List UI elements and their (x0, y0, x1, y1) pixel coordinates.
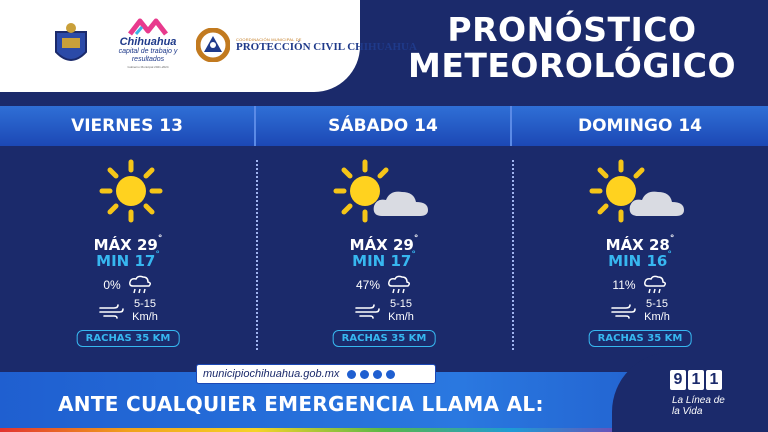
website-url[interactable]: municipiochihuahua.gob.mx (203, 368, 340, 380)
digit: 1 (688, 370, 704, 390)
gusts-badge: RACHAS 35 KM (333, 330, 436, 347)
digit: 1 (706, 370, 722, 390)
rain-probability (512, 275, 768, 295)
chihuahua-term: Gobierno Municipal 2021-2024 (127, 65, 169, 69)
slogan: La Línea de la Vida (672, 395, 725, 417)
wind-icon (354, 303, 380, 319)
emergency-number (670, 370, 724, 390)
wind-icon (98, 303, 124, 319)
min-temp: MIN 17° (352, 250, 416, 270)
rain-percent: 47% (355, 278, 381, 292)
social-icons (347, 370, 399, 379)
municipal-seal-icon (50, 22, 92, 70)
day-header-1: VIERNES 13 (71, 116, 183, 136)
day-header-3: DOMINGO 14 (577, 116, 702, 136)
rain-cloud-icon (127, 275, 153, 295)
rain-probability (0, 275, 256, 295)
wind (0, 298, 256, 324)
chihuahua-logo (108, 18, 188, 78)
threads-icon[interactable] (386, 370, 395, 379)
rain-cloud-icon (386, 275, 412, 295)
gusts-badge: RACHAS 35 KM (589, 330, 692, 347)
rain-percent: 11% (612, 278, 636, 292)
rain-probability (256, 275, 512, 295)
forecast-day-3 (512, 150, 768, 360)
website-box[interactable] (196, 364, 436, 384)
max-temp: MÁX 29° (349, 234, 419, 254)
wind-unit: Km/h (132, 311, 158, 323)
max-temp: MÁX 28° (605, 234, 675, 254)
max-temp: MÁX 29° (93, 234, 163, 254)
chihuahua-tagline: capital de trabajo y resultados (118, 48, 178, 63)
emergency-number-panel (612, 352, 768, 432)
pc-subtitle: COORDINACIÓN MUNICIPAL DE (236, 37, 302, 42)
forecast-day-1 (0, 150, 256, 360)
sun-cloud-icon (332, 158, 436, 233)
wind-unit: Km/h (644, 311, 670, 323)
wind-range: 5-15 (389, 298, 413, 310)
chihuahua-name: Chihuahua (119, 36, 177, 48)
rain-percent: 0% (103, 278, 121, 292)
day-header-2: SÁBADO 14 (328, 116, 438, 136)
wind (256, 298, 512, 324)
wind-range: 5-15 (645, 298, 669, 310)
min-temp: MIN 16° (608, 250, 672, 270)
min-temp: MIN 17° (96, 250, 160, 270)
wind-icon (610, 303, 636, 319)
civil-protection-icon (196, 28, 230, 62)
sun-icon (98, 158, 168, 233)
forecast-day-2 (256, 150, 512, 360)
sun-cloud-icon (588, 158, 692, 233)
title-line-1: PRONÓSTICO (447, 10, 697, 49)
emergency-text: ANTE CUALQUIER EMERGENCIA LLAMA AL: (58, 392, 544, 416)
title-line-2: METEOROLÓGICO (408, 46, 736, 85)
x-icon[interactable] (347, 370, 356, 379)
instagram-icon[interactable] (373, 370, 382, 379)
wind-unit: Km/h (388, 311, 414, 323)
gusts-badge: RACHAS 35 KM (77, 330, 180, 347)
mountains-icon (128, 18, 168, 36)
rain-cloud-icon (642, 275, 668, 295)
facebook-icon[interactable] (360, 370, 369, 379)
wind (512, 298, 768, 324)
wind-range: 5-15 (133, 298, 157, 310)
pc-name: PROTECCIÓN CIVIL CHIHUAHUA (236, 41, 417, 53)
digit: 9 (670, 370, 686, 390)
page-title (382, 12, 762, 84)
